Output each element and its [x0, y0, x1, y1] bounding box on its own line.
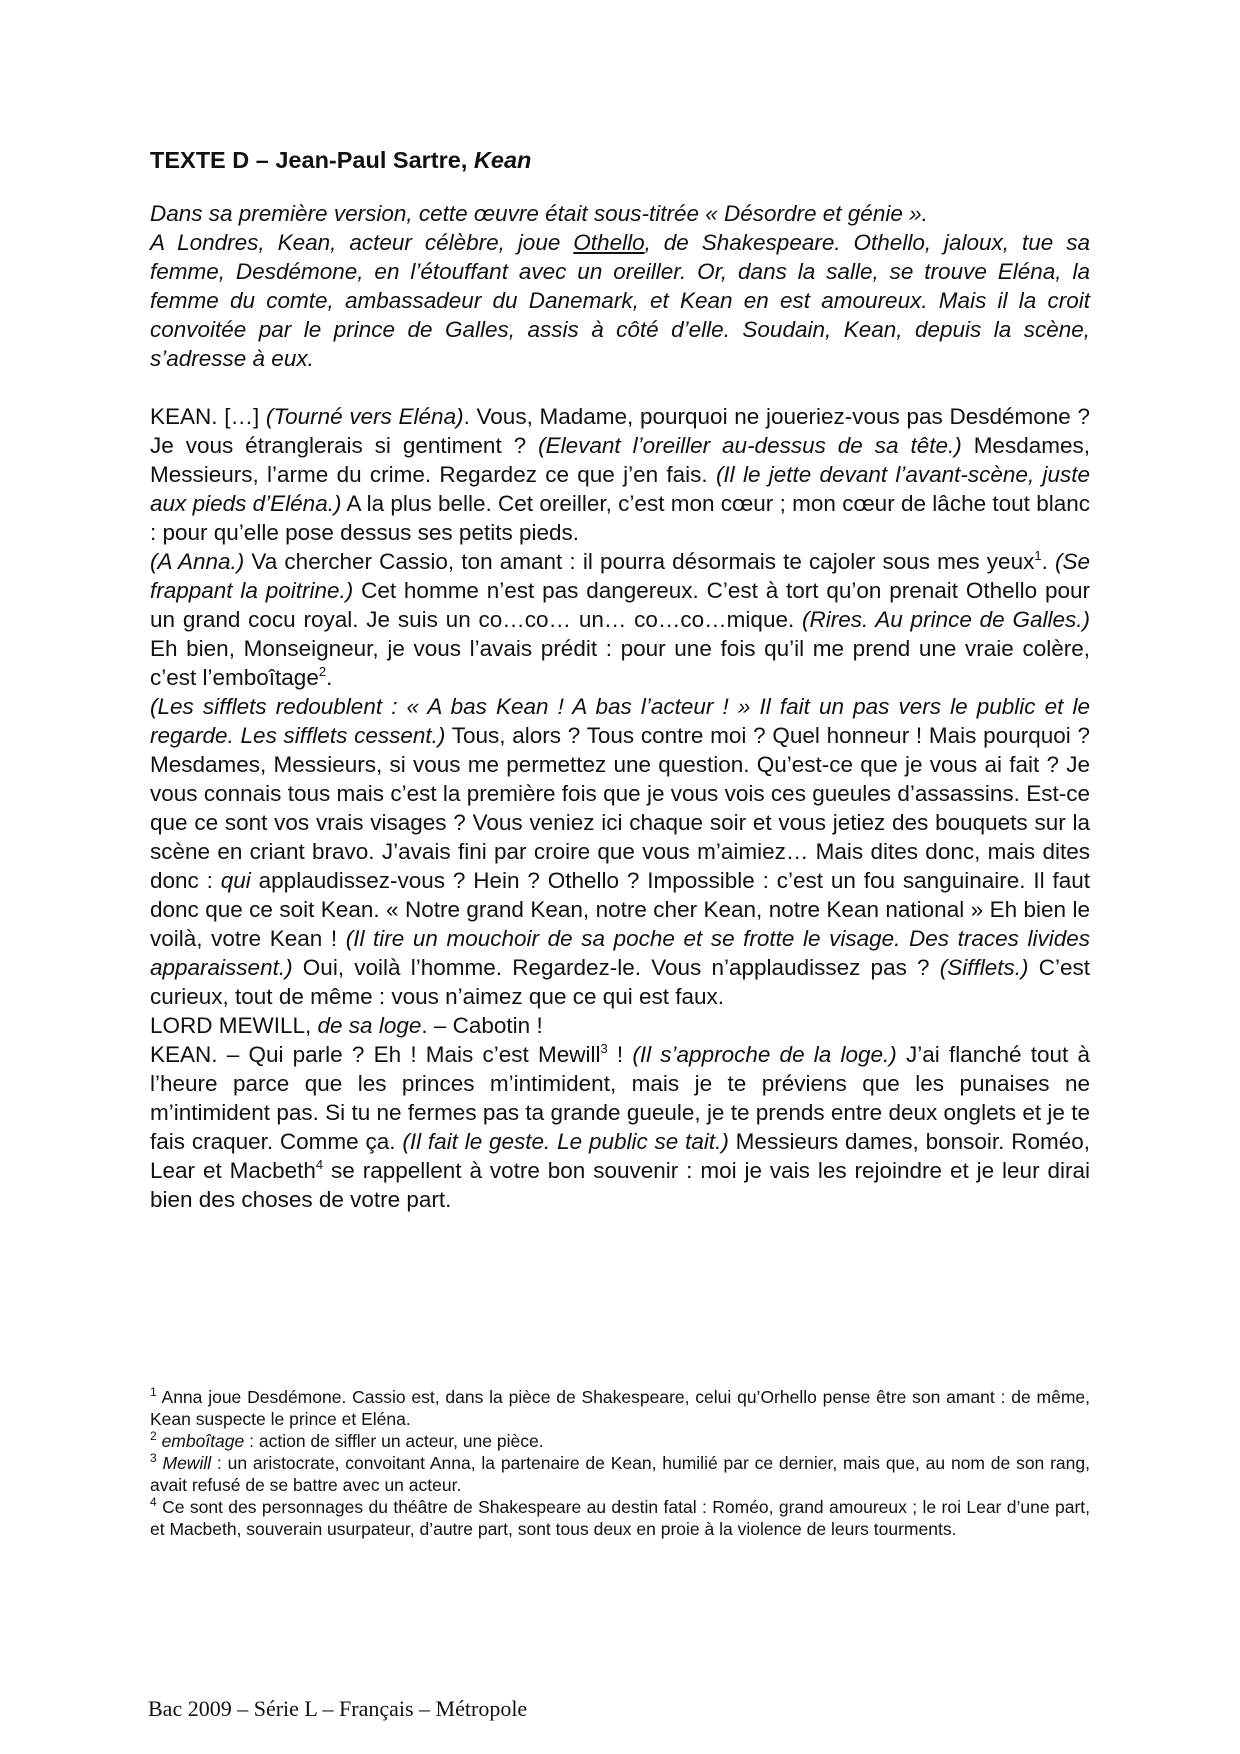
dialogue-text: Messieurs dames, bonsoir. Roméo, Lear et Macbeth — [150, 1129, 1090, 1183]
stage-direction: (Les sifflets redoublent : « A bas Kean ! A bas l’acteur ! » Il fait un pas vers le public et le regarde. Les sifflets cessent.) — [150, 694, 1090, 748]
kean-speech-4 — [150, 1040, 1090, 1214]
kean-speech-2 — [150, 547, 1090, 692]
dialogue-text: . – Cabotin ! — [421, 1013, 543, 1038]
stage-direction: (Sifflets.) — [939, 955, 1029, 980]
footnote-3 — [150, 1452, 1090, 1496]
mewill-line — [150, 1011, 1090, 1040]
footnote-1 — [150, 1386, 1090, 1430]
intro-text: , de Shakespeare. Othello, jaloux, tue sa femme, Desdémone, en l’étouffant avec un oreiller. Or, dans la salle, se trouve Eléna, la femme du comte, ambassadeur du Danemark, et Kean en est amoureux. Mais il la croit convoitée par le prince de Galles, assis à côté d’elle. Soudain, Kean, depuis la scène, s’adresse à eux. — [150, 230, 1090, 371]
stage-direction: (Elevant l’oreiller au-dessus de sa tête.) — [538, 433, 962, 458]
stage-direction: (Se frappant la poitrine.) — [150, 549, 1090, 603]
stage-direction: (A Anna.) — [150, 549, 245, 574]
intro-summary — [150, 228, 1090, 373]
footnote-ref-2: 2 — [318, 664, 327, 679]
dialogue-text: C’est curieux, tout de même : vous n’aimez que ce qui est faux. — [150, 955, 1090, 1009]
stage-direction: (Rires. Au prince de Galles.) — [802, 607, 1090, 632]
stage-direction: (Il le jette devant l’avant-scène, juste aux pieds d’Eléna.) — [150, 462, 1090, 516]
footnote-text: Anna joue Desdémone. Cassio est, dans la pièce de Shakespeare, celui qu’Orhello pense être son amant : de même, Kean suspecte le prince et Eléna. — [150, 1387, 1090, 1429]
speaker-mewill: LORD MEWILL, — [150, 1013, 318, 1038]
stage-direction: (Il fait le geste. Le public se tait.) — [402, 1129, 729, 1154]
footnote-text: Ce sont des personnages du théâtre de Shakespeare au destin fatal : Roméo, grand amoureux ; le roi Lear d’une part, et Macbeth, souverain usurpateur, d’autre part, sont tous deux en proie à la violence de leurs tourments. — [150, 1497, 1090, 1539]
dialogue-text: se rappellent à votre bon souvenir : moi je vais les rejoindre et je leur dirai bien des choses de votre part. — [150, 1158, 1090, 1212]
footnote-ref-3: 3 — [600, 1041, 608, 1056]
dialogue-text: . — [326, 665, 333, 690]
footnote-term: emboîtage — [161, 1431, 245, 1451]
footnote-number: 1 — [150, 1385, 157, 1399]
speaker-kean-text: KEAN. – Qui parle ? Eh ! Mais c’est Mewill — [150, 1042, 601, 1067]
dialogue-text: Mesdames, Messieurs, l’arme du crime. Regardez ce que j’en fais. — [150, 433, 1090, 487]
intro-text: A Londres, Kean, acteur célèbre, joue — [150, 230, 574, 255]
document-body — [150, 145, 1090, 1214]
play-title-othello: Othello — [573, 230, 645, 255]
dialogue-text: J’ai flanché tout à l’heure parce que les princes m’intimident, mais je te préviens que les punaises ne m’intimident pas. Si tu ne fermes pas ta grande gueule, je te prends entre deux onglets et je te fais craquer. Comme ça. — [150, 1042, 1090, 1154]
speaker-kean: KEAN. […] — [150, 404, 266, 429]
footnote-2 — [150, 1430, 1090, 1452]
stage-direction: (Il s’approche de la loge.) — [632, 1042, 897, 1067]
footnote-4 — [150, 1496, 1090, 1540]
dialogue-text: . — [1041, 549, 1055, 574]
title-prefix: TEXTE D – Jean-Paul Sartre, — [150, 147, 474, 173]
stage-direction: de sa loge — [317, 1013, 422, 1038]
footnote-text: : action de siffler un acteur, une pièce. — [244, 1431, 544, 1451]
dialogue-text: Va chercher Cassio, ton amant : il pourra désormais te cajoler sous mes yeux — [244, 549, 1035, 574]
intro-subtitle-line: Dans sa première version, cette œuvre était sous-titrée « Désordre et génie ». — [150, 201, 928, 226]
title-work: Kean — [473, 147, 532, 173]
emphasis-word: qui — [220, 868, 251, 893]
footnote-ref-1: 1 — [1034, 548, 1042, 563]
footnote-ref-4: 4 — [315, 1157, 324, 1172]
footnote-term: Mewill — [162, 1453, 212, 1473]
document-title — [150, 145, 1090, 175]
dialogue-text: Tous, alors ? Tous contre moi ? Quel honneur ! Mais pourquoi ? Mesdames, Messieurs, si vous me permettez une question. Qu’est-ce que je vous ai fait ? Je vous connais tous mais c’est la première fois que je vous vois ces gueules d’assassins. Est-ce que ce sont vos vrais visages ? Vous veniez ici chaque soir et vous jetiez des bouquets sur la scène en criant bravo. J’avais fini par croire que vous m’aimiez… Mais dites donc, mais dites donc : — [150, 723, 1090, 893]
dialogue-text: A la plus belle. Cet oreiller, c’est mon cœur ; mon cœur de lâche tout blanc : pour qu’elle pose dessus ses petits pieds. — [150, 491, 1091, 545]
kean-speech-3 — [150, 692, 1090, 1011]
footnote-number: 2 — [150, 1429, 157, 1443]
kean-speech-1 — [150, 402, 1090, 547]
play-excerpt — [150, 402, 1090, 1214]
page-footer: Bac 2009 – Série L – Français – Métropole — [148, 1696, 528, 1721]
dialogue-text: ! — [607, 1042, 633, 1067]
dialogue-text: applaudissez-vous ? Hein ? Othello ? Impossible : c’est un fou sanguinaire. Il faut donc que ce soit Kean. « Notre grand Kean, notre cher Kean, notre Kean national » Eh bien le voilà, votre Kean ! — [150, 868, 1090, 951]
footnote-number: 3 — [150, 1451, 157, 1465]
stage-direction: (Tourné vers Eléna) — [265, 404, 464, 429]
intro-paragraph — [150, 199, 1090, 373]
stage-direction: (Il tire un mouchoir de sa poche et se frotte le visage. Des traces livides apparaissent.) — [150, 926, 1090, 980]
footnotes — [150, 1386, 1090, 1540]
dialogue-text: Cet homme n’est pas dangereux. C’est à tort qu’on prenait Othello pour un grand cocu royal. Je suis un co…co… un… co…co…mique. — [150, 578, 1090, 632]
footnote-text: : un aristocrate, convoitant Anna, la partenaire de Kean, humilié par ce dernier, mais que, au nom de son rang, avait refusé de se battre avec un acteur. — [150, 1453, 1090, 1495]
dialogue-text: . Vous, Madame, pourquoi ne joueriez-vous pas Desdémone ? Je vous étranglerais si gentiment ? — [150, 404, 1091, 458]
dialogue-text: Eh bien, Monseigneur, je vous l’avais prédit : pour une fois qu’il me prend une vraie colère, c’est l’emboîtage — [150, 636, 1090, 690]
footnote-number: 4 — [150, 1495, 157, 1509]
dialogue-text: Oui, voilà l’homme. Regardez-le. Vous n’applaudissez pas ? — [292, 955, 940, 980]
